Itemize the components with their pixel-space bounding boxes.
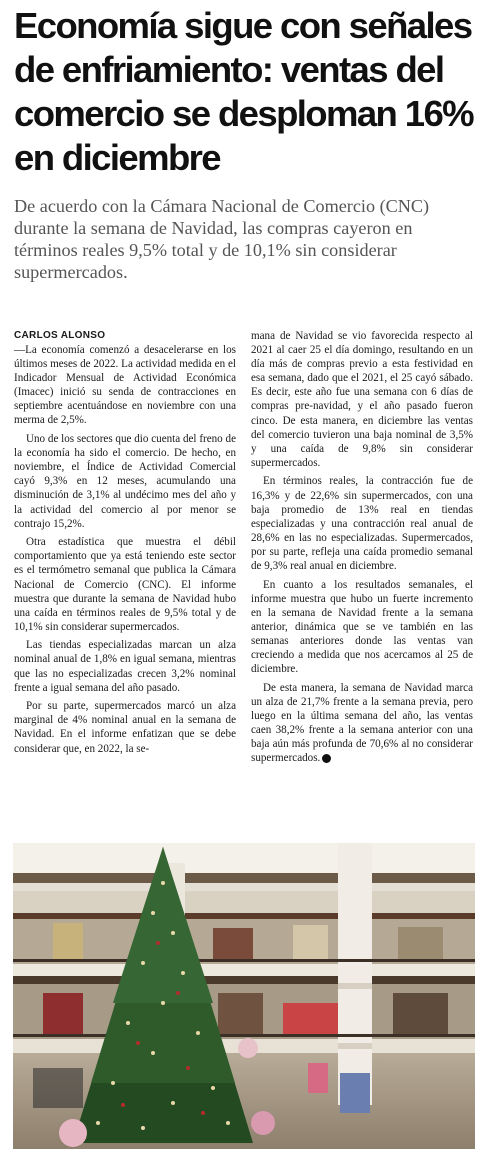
body-paragraph: En términos reales, la contracción fue de 16,3% y de 22,6% sin supermercados, con una baja promedio de 13% real en tiendas especializadas y una contracción real anual de 28,6% en las no especializadas. Supermercados, por su parte, refleja una caída promedio semanal de 9,3% real anual en diciembre. bbox=[251, 475, 473, 572]
article-column-right bbox=[251, 329, 473, 770]
body-paragraph: Otra estadística que muestra el débil comportamiento que ya está teniendo este sector es el termómetro semanal que publica la Cámara Nacional de Comercio (CNC). El informe muestra que durante la semana de Navidad hubo una caída en términos reales de 9,5% total y de 10,1% sin considerar supermercados. bbox=[14, 536, 236, 633]
lead-paragraph: De acuerdo con la Cámara Nacional de Comercio (CNC) durante la semana de Navidad, las compras cayeron en términos reales 9,5% total y de 10,1% sin considerar supermercados. bbox=[14, 196, 430, 282]
article-photo bbox=[13, 843, 475, 1149]
body-paragraph-text: De esta manera, la semana de Navidad marca un alza de 21,7% frente a la semana previa, pero luego en la última semana del año, las ventas caen 38,2% frente a la semana anterior con una baja aún más profunda de 70,6% al no considerar supermercados. bbox=[251, 681, 473, 765]
body-paragraph bbox=[251, 681, 473, 766]
body-paragraph: Las tiendas especializadas marcan un alza nominal anual de 1,8% en igual semana, mientras que las no especializadas crecen 3,2% nominal frente a igual semana del año pasado. bbox=[14, 639, 236, 694]
body-paragraph: mana de Navidad se vio favorecida respecto al 2021 al caer 25 el día domingo, resultando en un día más de compras previo a esta festividad en esa semana, dado que el 2021, el 25 cayó sábado. Es decir, este año fue una semana con 6 días de compras pre-navidad, y el año pasado fueron cinco. De esta manera, en diciembre las ventas del comercio tuvieron una baja nominal de 3,5% y una caída de 9,8% sin considerar supermercados. bbox=[251, 330, 473, 469]
byline: CARLOS ALONSO bbox=[14, 330, 106, 341]
body-paragraph: Por su parte, supermercados marcó un alza marginal de 4% nominal anual en la semana de Navidad. En el informe enfatizan que se debe considerar que, en 2022, la se- bbox=[14, 700, 236, 755]
headline: Economía sigue con señales de enfriamiento: ventas del comercio se desploman 16% en diciembre bbox=[14, 5, 474, 178]
body-paragraph: Uno de los sectores que dio cuenta del freno de la economía ha sido el comercio. De hecho, en noviembre, el Índice de Actividad Comercial cayó 9,3% en 12 meses, acumulando una disminución de 3,1% al undécimo mes del año y la actividad del comercio al por menor se contrajo 15,2%. bbox=[14, 433, 236, 530]
end-of-article-icon: P bbox=[322, 754, 331, 763]
body-paragraph: En cuanto a los resultados semanales, el informe muestra que hubo un fuerte incremento en la semana de Navidad frente a la semana anterior, dinámica que se ve también en las semanas anteriores donde las ventas van creciendo a medida que nos acercamos al 25 de diciembre. bbox=[251, 578, 473, 676]
body-paragraph: —La economía comenzó a desacelerarse en los últimos meses de 2022. La actividad medida en el Indicador Mensual de Actividad Económica (Imacec) inició su senda de contracciones en septiembre acentuándose en noviembre con una merma de 2,5%. bbox=[14, 344, 236, 427]
article-column-left bbox=[14, 329, 236, 760]
